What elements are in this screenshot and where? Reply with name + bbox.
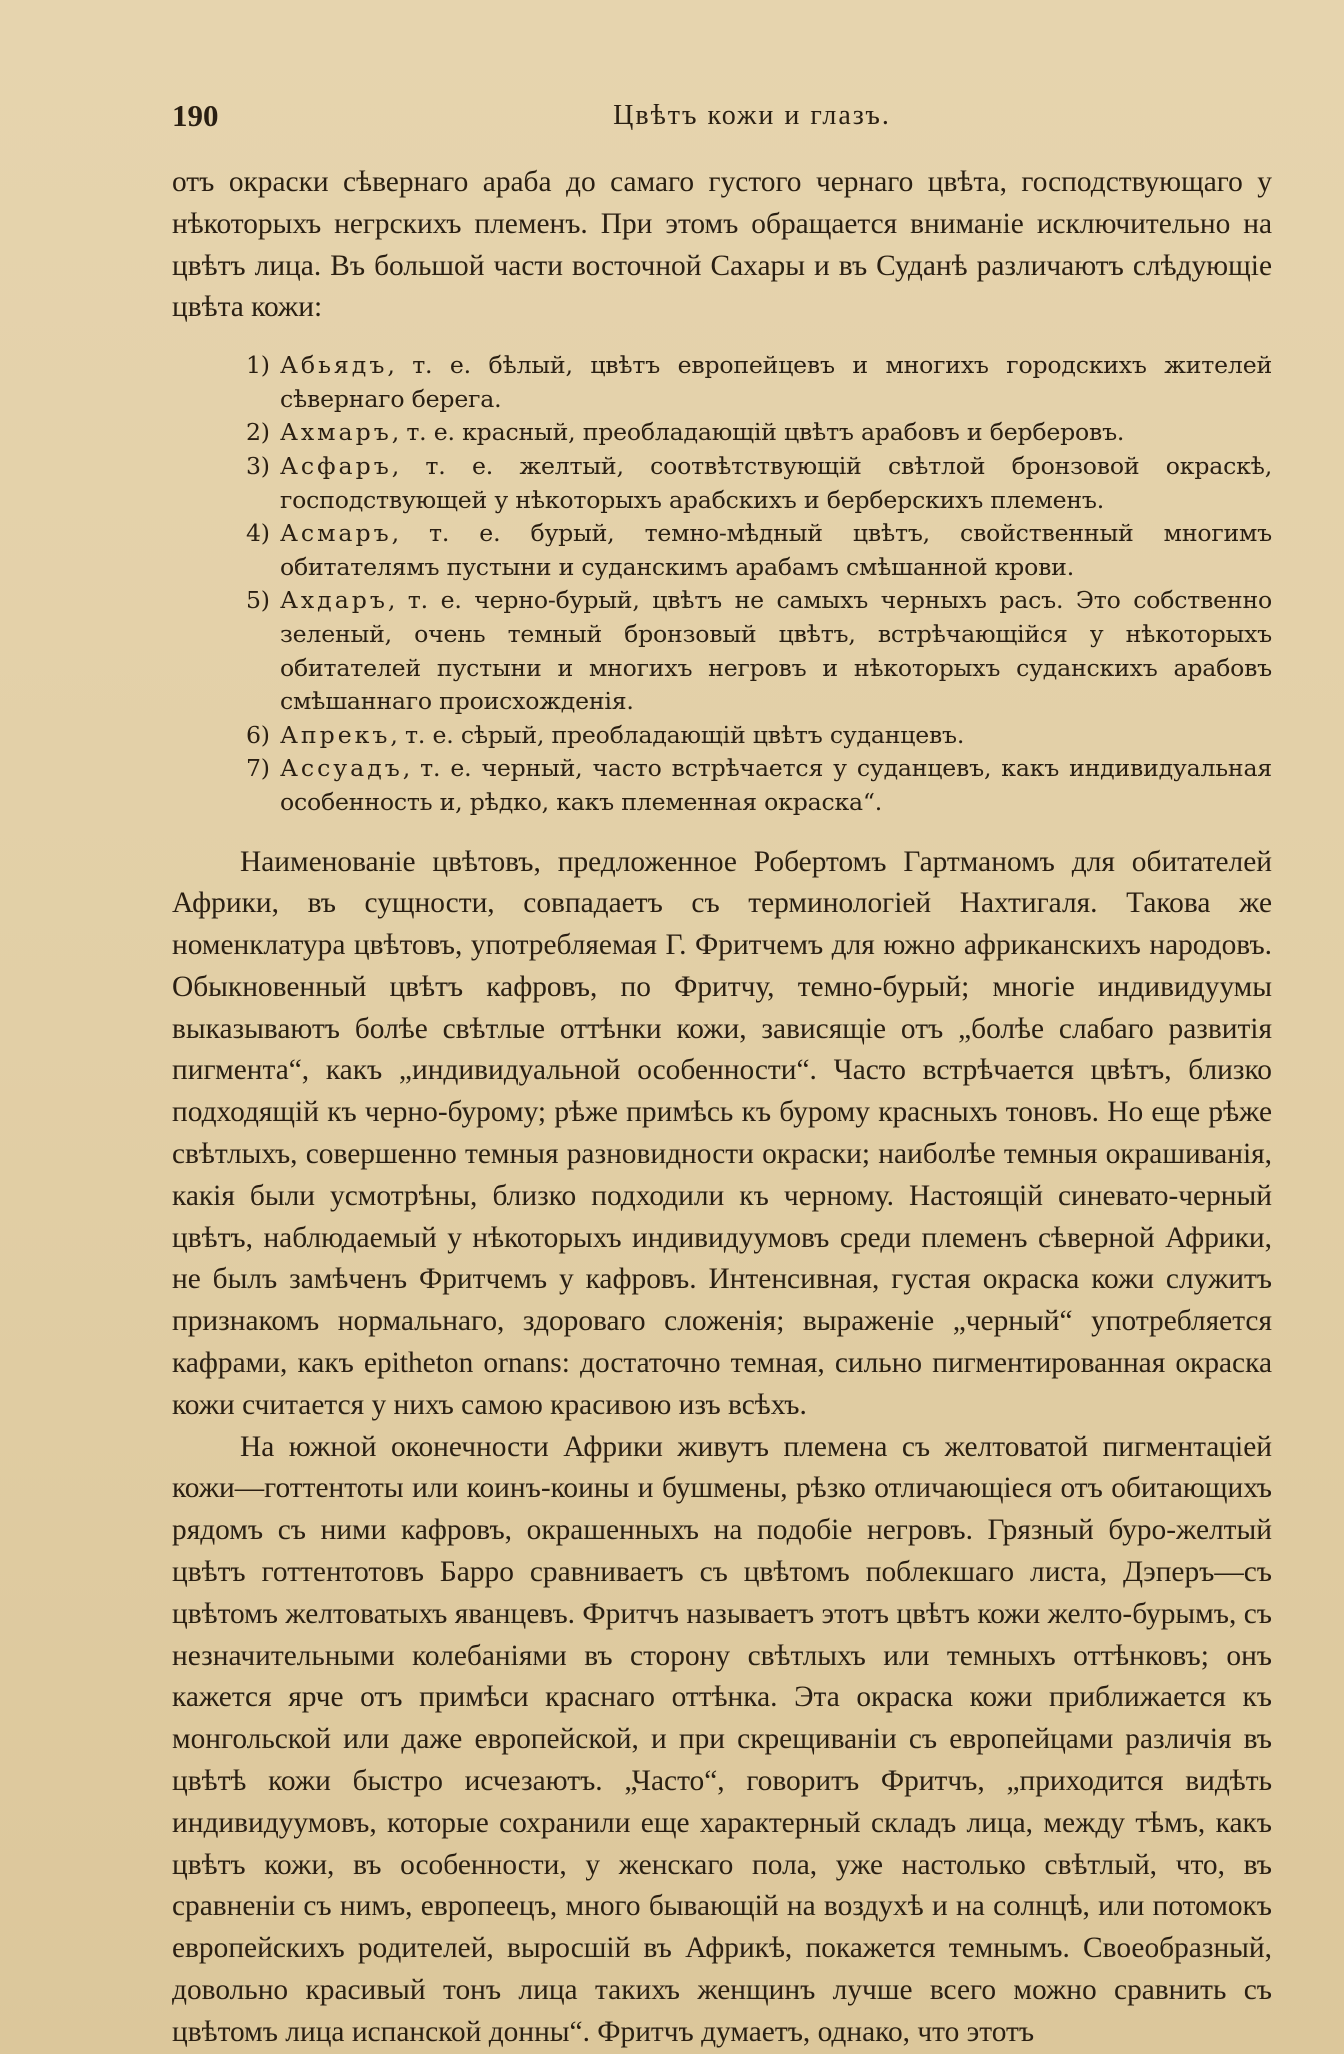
list-item-number: 2) xyxy=(246,418,270,447)
list-item-text: , т. е. бѣлый, цвѣтъ европейцевъ и многихъ городскихъ жителей сѣвернаго берега. xyxy=(280,351,1272,413)
list-item-text: , т. е. красный, преобладающій цвѣтъ арабовъ и берберовъ. xyxy=(391,418,1125,447)
list-item-text: , т. е. черно-бурый, цвѣтъ не самыхъ черныхъ расъ. Это собственно зеленый, очень темный бронзовый цвѣтъ, встрѣчающійся у нѣкоторыхъ обитателей пустыни и многихъ негровъ и нѣкоторыхъ суданскихъ арабовъ смѣшаннаго происхожденія. xyxy=(280,586,1272,716)
list-item-number: 7) xyxy=(246,754,270,783)
body-paragraph: На южной оконечности Африки живутъ племена съ желтоватой пигментаціей кожи—готтентоты или коинъ-коины и бушмены, рѣзко отличающіеся отъ обитающихъ рядомъ съ ними кафровъ, окрашенныхъ на подобіе негровъ. Грязный буро-желтый цвѣтъ готтентотовъ Барро сравниваетъ съ цвѣтомъ поблекшаго листа, Дэперъ—съ цвѣтомъ желтоватыхъ яванцевъ. Фритчъ называетъ этотъ цвѣтъ кожи желто-бурымъ, съ незначительными колебаніями въ сторону свѣтлыхъ или темныхъ оттѣнковъ; онъ кажется ярче отъ примѣси краснаго оттѣнка. Эта окраска кожи приближается къ монгольской или даже европейской, и при скрещиваніи съ европейцами различія въ цвѣтѣ кожи быстро исчезаютъ. „Часто“, говоритъ Фритчъ, „приходится видѣть индивидуумовъ, которые сохранили еще характерный складъ лица, между тѣмъ, какъ цвѣтъ кожи, въ особенности, у женскаго пола, уже настолько свѣтлый, что, въ сравненіи съ нимъ, европеецъ, много бывающій на воздухѣ и на солнцѣ, или потомокъ европейскихъ родителей, выросшій въ Африкѣ, покажется темнымъ. Своеобразный, довольно красивый тонъ лица такихъ женщинъ лучше всего можно сравнить съ цвѣтомъ лица испанской донны“. Фритчъ думаетъ, однако, что этотъ xyxy=(172,1430,1272,2048)
running-title: Цвѣтъ кожи и глазъ. xyxy=(613,100,891,131)
list-item-text: , т. е. бурый, темно-мѣдный цвѣтъ, свойственный многимъ обитателямъ пустыни и суданскимъ арабамъ смѣшанной крови. xyxy=(280,519,1272,581)
page-number: 190 xyxy=(172,98,219,133)
page-header xyxy=(172,98,1272,138)
list-item-number: 1) xyxy=(246,351,270,380)
list-item-term: Асфаръ xyxy=(280,451,392,480)
list-item xyxy=(246,719,1272,753)
list-item xyxy=(246,450,1272,517)
list-item-number: 4) xyxy=(246,519,270,548)
list-item xyxy=(246,584,1272,718)
list-item-number: 3) xyxy=(246,451,270,480)
intro-paragraph: отъ окраски сѣвернаго араба до самаго густого чернаго цвѣта, господствующаго у нѣкоторыхъ негрскихъ племенъ. При этомъ обращается вниманіе исключительно на цвѣтъ лица. Въ большой части восточной Сахары и въ Суданѣ различаютъ слѣдующіе цвѣта кожи: xyxy=(172,166,1272,324)
list-item xyxy=(246,416,1272,450)
list-item xyxy=(246,752,1272,819)
list-item xyxy=(246,517,1272,584)
list-item-text: , т. е. желтый, соотвѣтствующій свѣтлой бронзовой окраскѣ, господствующей у нѣкоторыхъ арабскихъ и берберскихъ племенъ. xyxy=(280,451,1272,514)
body-paragraph: Наименованіе цвѣтовъ, предложенное Робертомъ Гартманомъ для обитателей Африки, въ сущности, совпадаетъ съ терминологіей Нахтигаля. Такова же номенклатура цвѣтовъ, употребляемая Г. Фритчемъ для южно африканскихъ народовъ. Обыкновенный цвѣтъ кафровъ, по Фритчу, темно-бурый; многіе индивидуумы выказываютъ болѣе свѣтлые оттѣнки кожи, зависящіе отъ „болѣе слабаго развитія пигмента“, какъ „индивидуальной особенности“. Часто встрѣчается цвѣтъ, близко подходящій къ черно-бурому; рѣже примѣсь къ бурому красныхъ тоновъ. Но еще рѣже свѣтлыхъ, совершенно темныя разновидности окраски; наиболѣе темныя окрашиванія, какія были усмотрѣны, близко подходили къ черному. Настоящій синевато-черный цвѣтъ, наблюдаемый у нѣкоторыхъ индивидуумовъ среди племенъ сѣверной Африки, не былъ замѣченъ Фритчемъ у кафровъ. Интенсивная, густая окраска кожи служитъ признакомъ нормальнаго, здороваго сложенія; выраженіе „черный“ употребляется кафрами, какъ epitheton ornans: достаточно темная, сильно пигментированная окраска кожи считается у нихъ самою красивою изъ всѣхъ. xyxy=(172,845,1272,1421)
list-item xyxy=(246,349,1272,416)
list-item-term: Ахдаръ xyxy=(280,586,388,615)
skin-color-list xyxy=(172,349,1272,819)
list-item-number: 6) xyxy=(246,720,270,749)
list-item-term: Апрекъ xyxy=(280,720,391,749)
list-item-term: Ассуадъ xyxy=(280,754,403,783)
page-body xyxy=(172,162,1272,2054)
list-item-term: Асмаръ xyxy=(280,519,392,548)
list-item-number: 5) xyxy=(246,586,270,615)
list-item-term: Ахмаръ xyxy=(280,418,392,447)
list-item-text: , т. е. черный, часто встрѣчается у суданцевъ, какъ индивидуальная особенность и, рѣдко, какъ племенная окраска“. xyxy=(280,754,1272,816)
list-item-text: , т. е. сѣрый, преобладающій цвѣтъ суданцевъ. xyxy=(390,720,965,749)
list-item-term: Абьядъ xyxy=(280,351,388,380)
